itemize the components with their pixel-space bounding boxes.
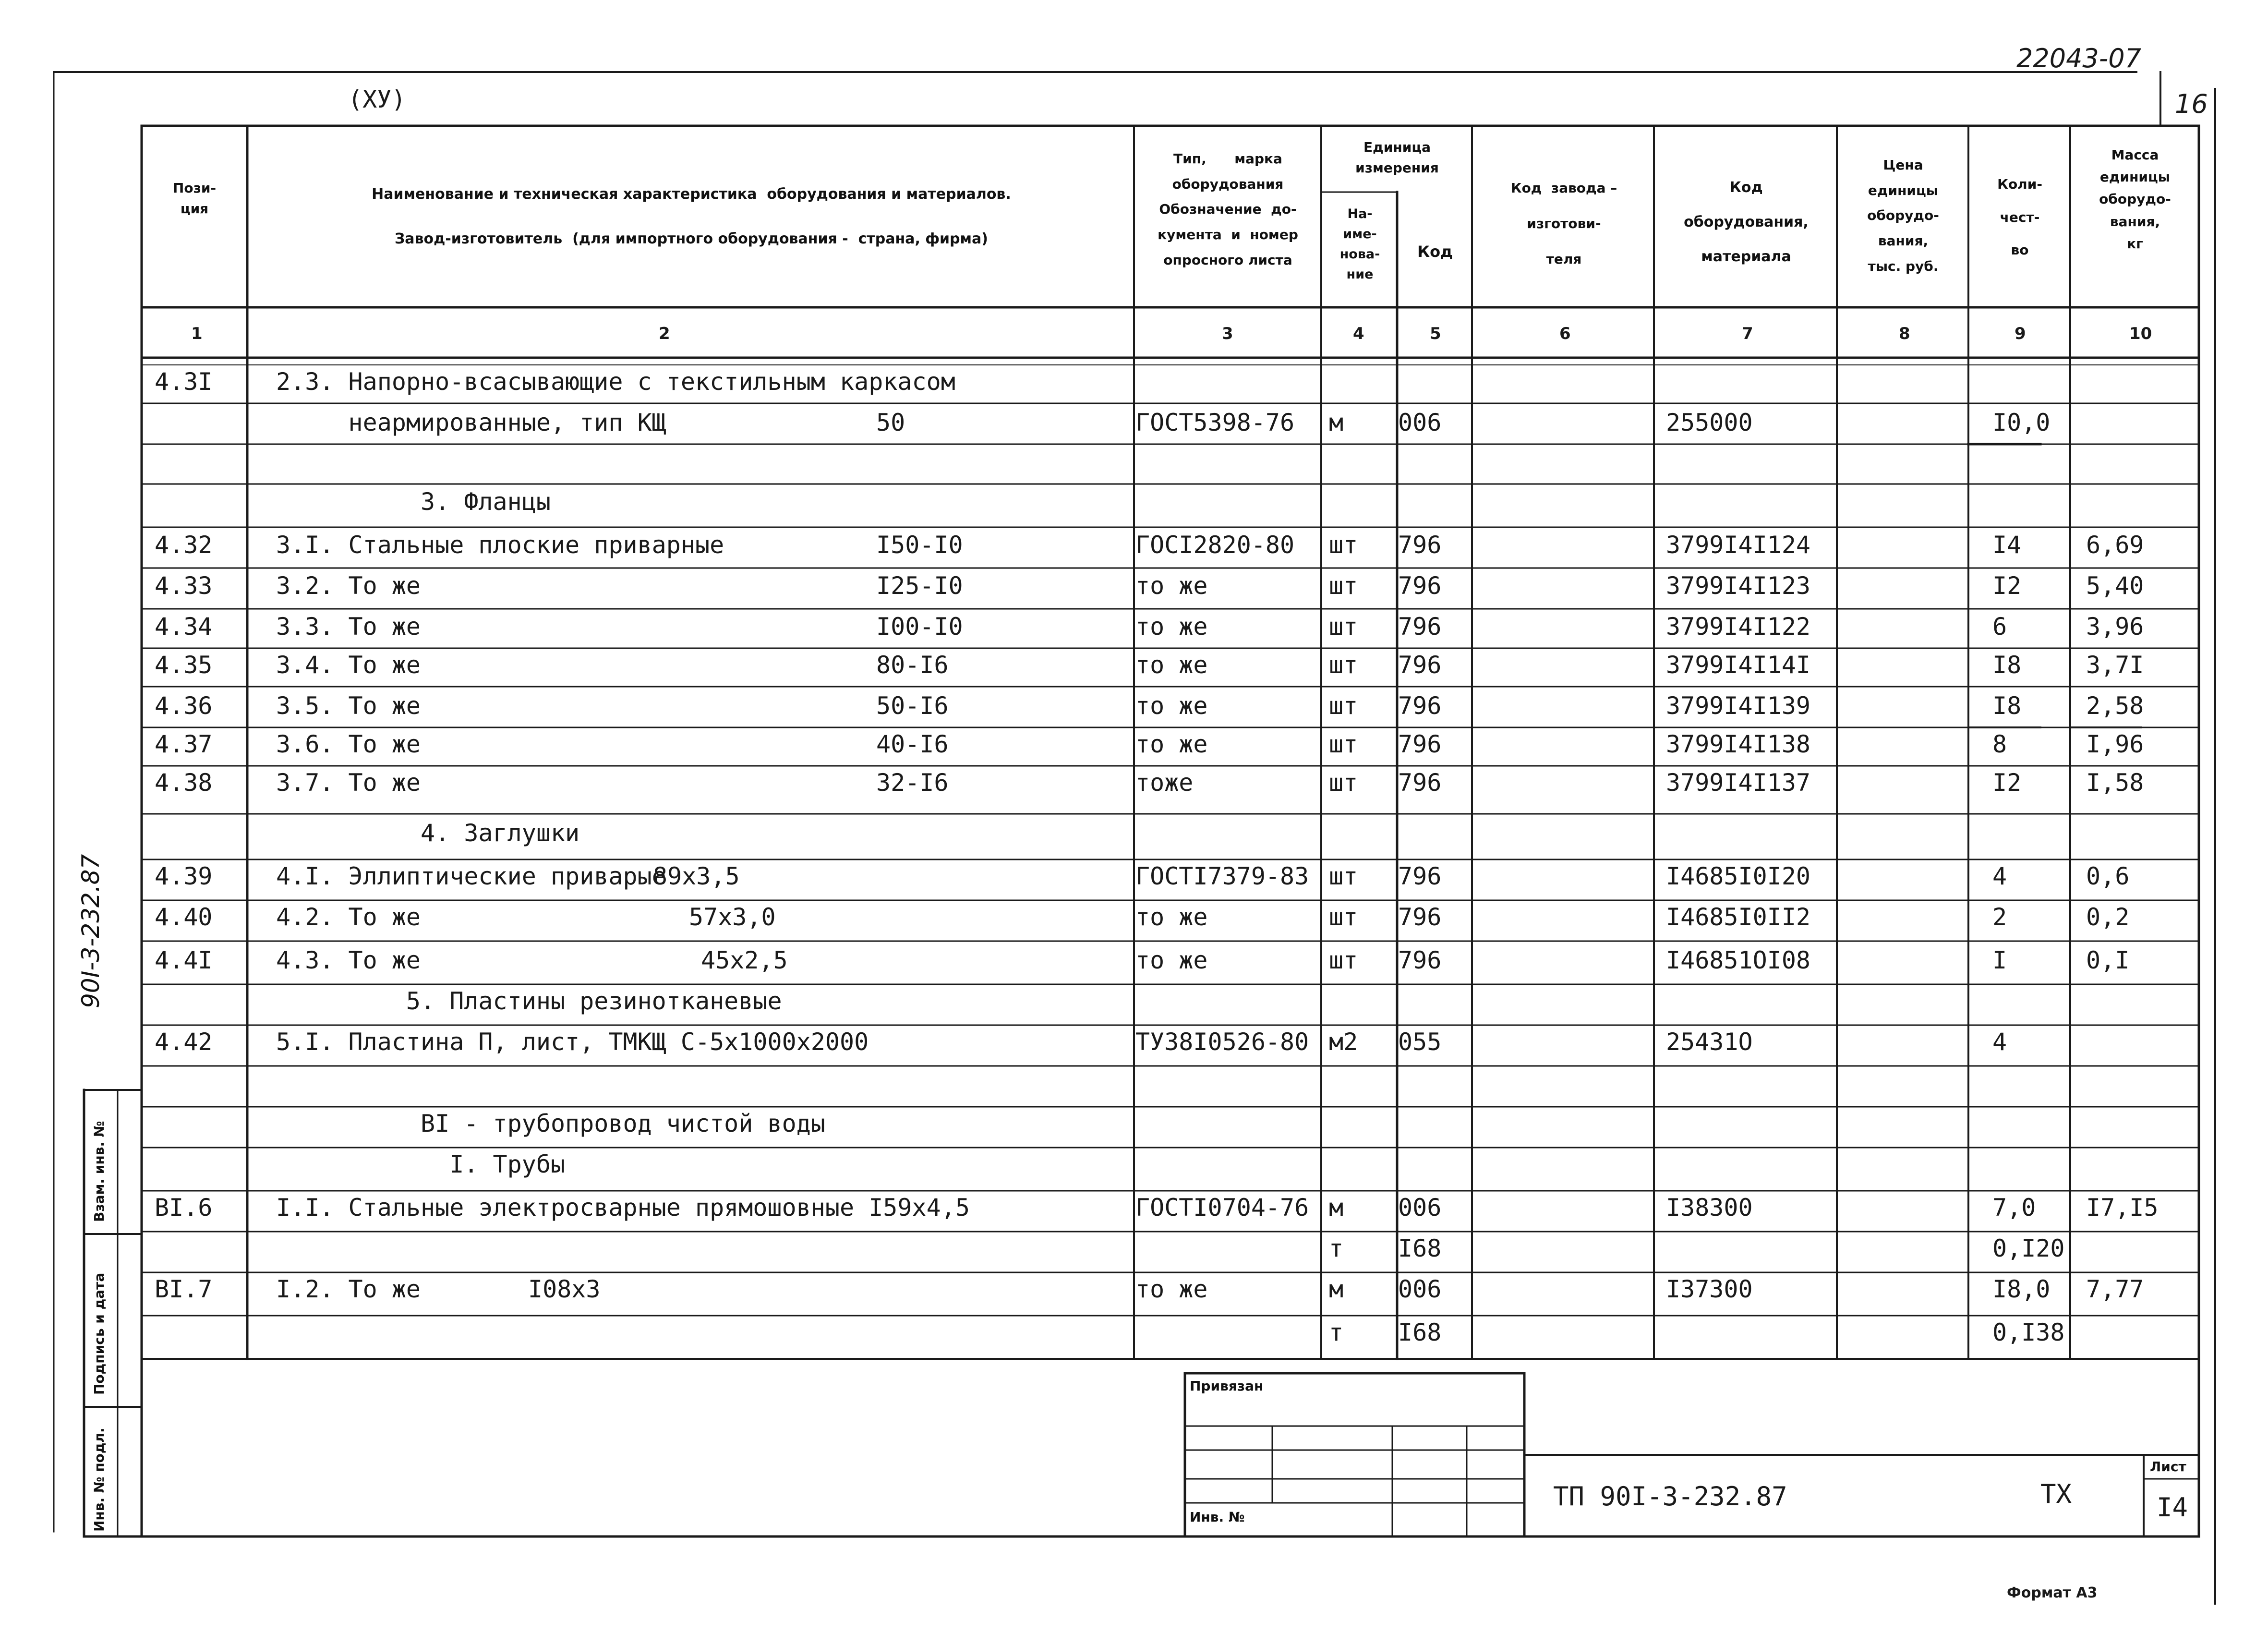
- cell-mat: 3799I4I139: [1666, 692, 1811, 720]
- cell-mat: I4685I0I20: [1666, 862, 1811, 890]
- cell-code: 796: [1398, 769, 1442, 797]
- header-material-code: Код оборудования, материала: [1684, 179, 1809, 265]
- cell-mat: 3799I4I137: [1666, 769, 1811, 797]
- col-number: 1: [191, 324, 203, 343]
- cell-doc: ГОСТI0704-76: [1135, 1194, 1309, 1222]
- col-number: 2: [659, 324, 670, 343]
- cell-unit: шт: [1329, 613, 1358, 641]
- cell-code: 796: [1398, 613, 1442, 641]
- cell-unit: шт: [1329, 769, 1358, 797]
- cell-mat: 25431O: [1666, 1028, 1753, 1056]
- cell-qty: I0,0: [1992, 409, 2051, 436]
- cell-code: 796: [1398, 862, 1442, 890]
- cell-code: 796: [1398, 730, 1442, 758]
- cell-pos: ВI.7: [155, 1275, 213, 1303]
- cell-pos: 4.35: [155, 651, 213, 679]
- cell-pos: 4.3I: [155, 368, 213, 396]
- col-number: 9: [2015, 324, 2026, 343]
- stamp-bound-label: Привязан: [1190, 1378, 1264, 1394]
- cell-mass: 2,58: [2086, 692, 2144, 720]
- cell-mat: 3799I4I124: [1666, 531, 1811, 559]
- cell-doc: то же: [1135, 903, 1208, 931]
- stamp-doc-type: ТХ: [2040, 1479, 2072, 1509]
- cell-qty: 7,0: [1992, 1194, 2036, 1222]
- cell-qty: 8: [1992, 730, 2007, 758]
- cell-name: 3.2. То же: [276, 572, 421, 600]
- cell-mat: I4685I0II2: [1666, 903, 1811, 931]
- cell-code: 006: [1398, 1275, 1442, 1303]
- header-unit-group: Единица измерения: [1355, 139, 1439, 176]
- cell-code: I68: [1398, 1234, 1442, 1262]
- cell-doc: то же: [1135, 946, 1208, 974]
- cell-doc: ТУ38I0526-80: [1135, 1028, 1309, 1056]
- cell-mat: 3799I4I122: [1666, 613, 1811, 641]
- cell-qty: I2: [1992, 769, 2022, 797]
- section-mark: (XУ): [348, 85, 406, 113]
- cell-pos: ВI.6: [155, 1194, 213, 1222]
- cell-name: I.2. То же: [276, 1275, 421, 1303]
- cell-doc: то же: [1135, 572, 1208, 600]
- cell-qty: 4: [1992, 862, 2007, 890]
- cell-code: 796: [1398, 946, 1442, 974]
- cell-doc: тоже: [1135, 769, 1194, 797]
- cell-unit: шт: [1329, 651, 1358, 679]
- archive-number: 22043-07: [2016, 43, 2141, 73]
- cell-mat: 3799I4I138: [1666, 730, 1811, 758]
- cell-pos: 4.33: [155, 572, 213, 600]
- cell-name: 3.6. То же: [276, 730, 421, 758]
- cell-qty: 6: [1992, 613, 2007, 641]
- col-number: 6: [1559, 324, 1571, 343]
- cell-name: I.I. Стальные электросварные прямошовные I59x4,5: [276, 1194, 970, 1222]
- cell-extra: 45x2,5: [701, 946, 788, 974]
- cell-mat: I37300: [1666, 1275, 1753, 1303]
- cell-name: 4.3. То же: [276, 946, 421, 974]
- cell-mass: 0,2: [2086, 903, 2130, 931]
- cell-mass: 3,96: [2086, 613, 2144, 641]
- cell-unit: т: [1329, 1234, 1344, 1262]
- margin-label-signature: Подпись и дата: [91, 1272, 107, 1395]
- cell-code: 796: [1398, 903, 1442, 931]
- cell-pos: 4.4I: [155, 946, 213, 974]
- header-price: Цена единицы оборудо- вания, тыс. руб.: [1867, 157, 1939, 274]
- cell-unit: шт: [1329, 903, 1358, 931]
- cell-qty: 4: [1992, 1028, 2007, 1056]
- cell-name: 3.5. То же: [276, 692, 421, 720]
- cell-unit: шт: [1329, 946, 1358, 974]
- cell-pos: 4.34: [155, 613, 213, 641]
- cell-pos: 4.42: [155, 1028, 213, 1056]
- stamp-sheet-number: I4: [2157, 1492, 2188, 1523]
- cell-unit: шт: [1329, 531, 1358, 559]
- cell-name: I. Трубы: [276, 1150, 566, 1178]
- margin-label-inventory: Инв. № подл.: [91, 1427, 107, 1532]
- cell-name: 5. Пластины резинотканевые: [276, 987, 782, 1015]
- cell-unit: т: [1329, 1318, 1344, 1346]
- cell-pos: 4.39: [155, 862, 213, 890]
- cell-mass: I,58: [2086, 769, 2144, 797]
- cell-mass: 5,40: [2086, 572, 2144, 600]
- cell-mass: I7,I5: [2086, 1194, 2159, 1222]
- header-unit-code: Код: [1417, 242, 1453, 261]
- cell-mat: 3799I4I123: [1666, 572, 1811, 600]
- page-stamp: 16: [2175, 89, 2208, 119]
- cell-extra: 50-I6: [876, 692, 949, 720]
- cell-qty: 0,I20: [1992, 1234, 2065, 1262]
- cell-extra: I08x3: [528, 1275, 601, 1303]
- cell-code: I68: [1398, 1318, 1442, 1346]
- cell-doc: то же: [1135, 692, 1208, 720]
- col-number: 10: [2129, 324, 2152, 343]
- cell-unit: шт: [1329, 692, 1358, 720]
- cell-name: 4.2. То же: [276, 903, 421, 931]
- cell-pos: 4.37: [155, 730, 213, 758]
- cell-name: 4. Заглушки: [276, 819, 580, 847]
- cell-doc: то же: [1135, 1275, 1208, 1303]
- cell-qty: I4: [1992, 531, 2022, 559]
- cell-name: 3.4. То же: [276, 651, 421, 679]
- cell-name: 2.3. Напорно-всасывающие с текстильным каркасом: [276, 368, 955, 396]
- cell-mass: I,96: [2086, 730, 2144, 758]
- cell-qty: I8: [1992, 651, 2022, 679]
- cell-extra: I50-I0: [876, 531, 963, 559]
- cell-doc: ГОСI2820-80: [1135, 531, 1295, 559]
- col-number: 3: [1222, 324, 1233, 343]
- format-label: Формат А3: [2007, 1585, 2098, 1601]
- cell-name: 3. Фланцы: [276, 488, 551, 516]
- header-position: Пози- ция: [172, 180, 217, 217]
- cell-code: 796: [1398, 572, 1442, 600]
- cell-pos: 4.40: [155, 903, 213, 931]
- col-number: 4: [1353, 324, 1364, 343]
- cell-mat: 255000: [1666, 409, 1753, 436]
- header-name: Наименование и техническая характеристика оборудования и материалов. Завод-изготовитель (для импортного оборудования - страна, фирма): [372, 186, 1011, 247]
- stamp-designation: ТП 90I-3-232.87: [1553, 1481, 1787, 1512]
- cell-mass: 0,I: [2086, 946, 2130, 974]
- cell-code: 796: [1398, 531, 1442, 559]
- cell-mass: 7,77: [2086, 1275, 2144, 1303]
- col-number: 5: [1430, 324, 1441, 343]
- cell-name: 5.I. Пластина П, лист, ТМКЩ С-5x1000x2000: [276, 1028, 869, 1056]
- header-quantity: Коли- чест- во: [1997, 176, 2042, 258]
- header-type: Тип, марка оборудования Обозначение до- кумента и номер опросного листа: [1158, 151, 1298, 268]
- cell-extra: I00-I0: [876, 613, 963, 641]
- header-mass: Масса единицы оборудо- вания, кг: [2099, 147, 2171, 252]
- cell-code: 796: [1398, 692, 1442, 720]
- cell-extra: 80-I6: [876, 651, 949, 679]
- header-unit-name: На- име- нова- ние: [1339, 206, 1380, 282]
- cell-extra: 32-I6: [876, 769, 949, 797]
- cell-name: неармированные, тип КЩ: [276, 409, 666, 436]
- cell-qty: I: [1992, 946, 2007, 974]
- cell-mass: 0,6: [2086, 862, 2130, 890]
- header-plant-code: Код завода – изготови- теля: [1510, 180, 1617, 267]
- cell-extra: I25-I0: [876, 572, 963, 600]
- cell-pos: 4.32: [155, 531, 213, 559]
- cell-code: 055: [1398, 1028, 1442, 1056]
- cell-unit: шт: [1329, 862, 1358, 890]
- cell-name: 3.7. То же: [276, 769, 421, 797]
- cell-mat: 3799I4I14I: [1666, 651, 1811, 679]
- cell-unit: м: [1329, 1194, 1344, 1222]
- cell-unit: шт: [1329, 572, 1358, 600]
- stamp-inventory-label: Инв. №: [1190, 1509, 1245, 1525]
- side-document-code: 90I-3-232.87: [77, 854, 105, 1008]
- cell-unit: м2: [1329, 1028, 1358, 1056]
- cell-mass: 3,7I: [2086, 651, 2144, 679]
- cell-doc: ГОСТ5398-76: [1135, 409, 1295, 436]
- cell-code: 796: [1398, 651, 1442, 679]
- cell-qty: I8: [1992, 692, 2022, 720]
- margin-label-replacement: Взам. инв. №: [91, 1121, 107, 1222]
- cell-qty: 2: [1992, 903, 2007, 931]
- col-number: 8: [1899, 324, 1910, 343]
- cell-name: 3.3. То же: [276, 613, 421, 641]
- cell-name: ВI - трубопровод чистой воды: [276, 1110, 825, 1137]
- cell-extra: 57x3,0: [689, 903, 776, 931]
- cell-extra: 50: [876, 409, 905, 436]
- cell-code: 006: [1398, 409, 1442, 436]
- cell-extra: 89x3,5: [653, 862, 740, 890]
- cell-mat: I46851OI08: [1666, 946, 1811, 974]
- cell-name: 4.I. Эллиптические приварые: [276, 862, 666, 890]
- cell-doc: то же: [1135, 613, 1208, 641]
- cell-doc: то же: [1135, 651, 1208, 679]
- cell-qty: I2: [1992, 572, 2022, 600]
- stamp-sheet-label: Лист: [2150, 1459, 2186, 1475]
- cell-name: 3.I. Стальные плоские приварные: [276, 531, 724, 559]
- cell-extra: 40-I6: [876, 730, 949, 758]
- cell-unit: м: [1329, 1275, 1344, 1303]
- cell-doc: то же: [1135, 730, 1208, 758]
- cell-pos: 4.38: [155, 769, 213, 797]
- cell-mass: 6,69: [2086, 531, 2144, 559]
- cell-unit: м: [1329, 409, 1344, 436]
- cell-qty: I8,0: [1992, 1275, 2051, 1303]
- cell-mat: I38300: [1666, 1194, 1753, 1222]
- cell-unit: шт: [1329, 730, 1358, 758]
- cell-qty: 0,I38: [1992, 1318, 2065, 1346]
- cell-pos: 4.36: [155, 692, 213, 720]
- col-number: 7: [1742, 324, 1753, 343]
- cell-doc: ГОСТI7379-83: [1135, 862, 1309, 890]
- cell-code: 006: [1398, 1194, 1442, 1222]
